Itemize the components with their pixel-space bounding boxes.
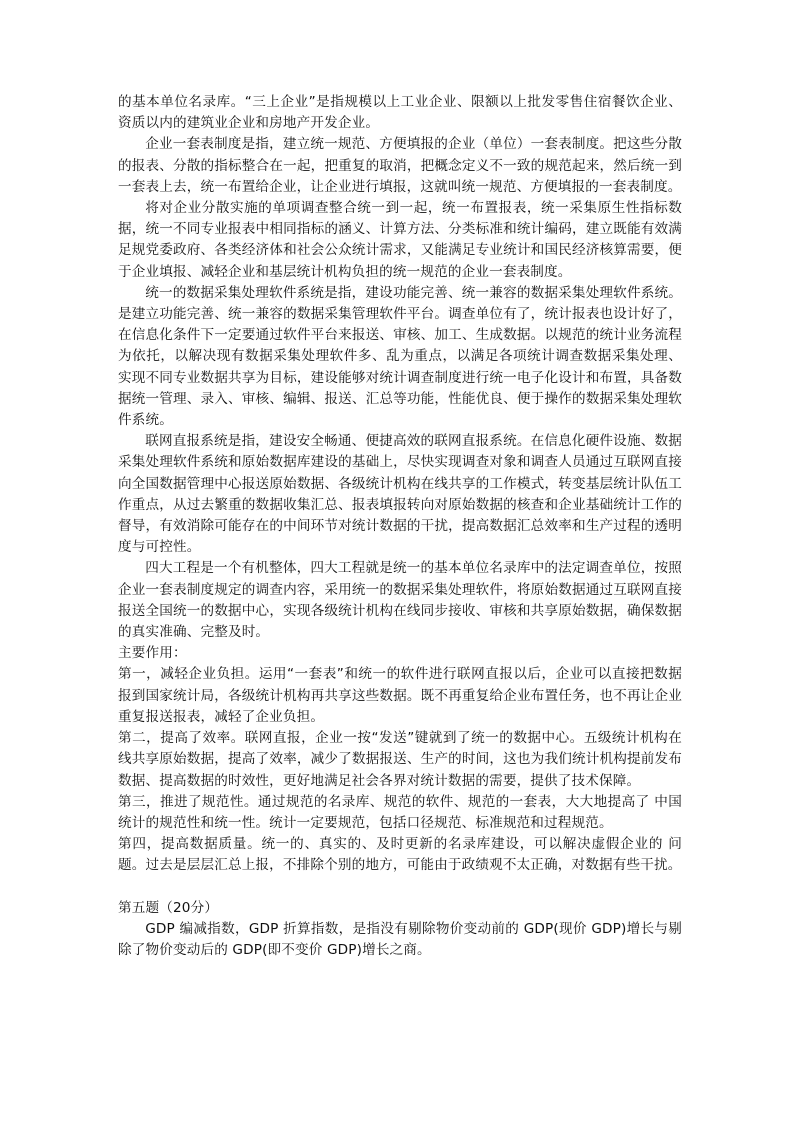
heading-question-five: 第五题（20分） bbox=[118, 899, 219, 916]
paragraph-four-projects: 四大工程是一个有机整体，四大工程就是统一的基本单位名录库中的法定调查单位，按照企业一套表制度规定的调查内容，采用统一的数据采集处理软件，将原始数据通过互联网直接报送全国统一的数据中心，实现各级统计机构在线同步接收、审核和共享原始数据，确保数据的真实准确、完整及时。 bbox=[118, 560, 682, 641]
paragraph-online-direct-reporting: 联网直报系统是指，建设安全畅通、便捷高效的联网直报系统。在信息化硬件设施、数据采集处理软件系统和原始数据库建设的基础上，尽快实现调查对象和调查人员通过互联网直接向全国数据管理中心报送原始数据、各级统计机构在线共享的工作模式，转变基层统计队伍工作重点，从过去繁重的数据收集汇总、报表填报转向对原始数据的核查和企业基础统计工作的督导，有效消除可能存在的中间环节对统计数据的干扰，提高数据汇总效率和生产过程的透明度与可控性。 bbox=[118, 433, 682, 556]
blank-line bbox=[118, 877, 682, 898]
paragraph-role-fourth: 第四，提高数据质量。统一的、真实的、及时更新的名录库建设，可以解决虚假企业的 问题。过去是层层汇总上报，不排除个别的地方，可能由于政绩观不太正确，对数据有些干扰。 bbox=[118, 836, 682, 874]
paragraph-survey-integration: 将对企业分散实施的单项调查整合统一到一起，统一布置报表，统一采集原生性指标数据，统一不同专业报表中相同指标的涵义、计算方法、分类标准和统计编码，建立既能有效满足规党委政府、各类经济体和社会公众统计需求，又能满足专业统计和国民经济核算需要，便于企业填报、减轻企业和基层统计机构负担的统一规范的企业一套表制度。 bbox=[118, 200, 682, 280]
paragraph-enterprise-set-of-forms: 企业一套表制度是指，建立统一规范、方便填报的企业（单位）一套表制度。把这些分散的报表、分散的指标整合在一起，把重复的取消，把概念定义不一致的规范起来，然后统一到一套表上去，统一布置给企业，让企业进行填报，这就叫统一规范、方便填报的一套表制度。 bbox=[118, 136, 682, 195]
paragraph-gdp-deflator: GDP 编减指数，GDP 折算指数，是指没有剔除物价变动前的 GDP(现价 GDP)增长与剔除了物价变动后的 GDP(即不变价 GDP)增长之商。 bbox=[118, 920, 682, 958]
heading-main-role: 主要作用： bbox=[118, 645, 187, 662]
paragraph-role-third: 第三，推进了规范性。通过规范的名录库、规范的软件、规范的一套表，大大地提高了 中国统计的规范性和统一性。统计一定要规范，包括口径规范、标准规范和过程规范。 bbox=[118, 793, 682, 831]
paragraph-role-first: 第一，减轻企业负担。运用“一套表”和统一的软件进行联网直报以后，企业可以直接把数据报到国家统计局，各级统计机构再共享这些数据。既不再重复给企业布置任务，也不再让企业重复报送报表，减轻了企业负担。 bbox=[118, 666, 682, 725]
document-page bbox=[118, 92, 682, 961]
paragraph-data-collection-software: 统一的数据采集处理软件系统是指，建设功能完善、统一兼容的数据采集处理软件系统。 是建立功能完善、统一兼容的数据采集管理软件平台。调查单位有了，统计报表也设计好了， 在信息化条件下一定要通过软件平台来报送、审核、加工、生成数据。以规范的统计业务流程为依托，以解决现有数据采集处理软件多、乱为重点，以满足各项统计调查数据采集处理、 实现不同专业数据共享为目标，建设能够对统计调查制度进行统一电子化设计和布置，具备数据统一管理、录入、审核、编辑、报送、汇总等功能，性能优良、便于操作的数据采集处理软件系统。 bbox=[118, 284, 682, 429]
paragraph-role-second: 第二，提高了效率。联网直报，企业一按“发送”键就到了统一的数据中心。五级统计机构在线共享原始数据，提高了效率，减少了数据报送、生产的时间，这也为我们统计机构提前发布数据、提高数据的时效性，更好地满足社会各界对统计数据的需要，提供了技术保障。 bbox=[118, 730, 682, 789]
paragraph-basic-unit-directory: 的基本单位名录库。“三上企业”是指规模以上工业企业、限额以上批发零售住宿餐饮企业、资质以内的建筑业企业和房地产开发企业。 bbox=[118, 94, 682, 132]
